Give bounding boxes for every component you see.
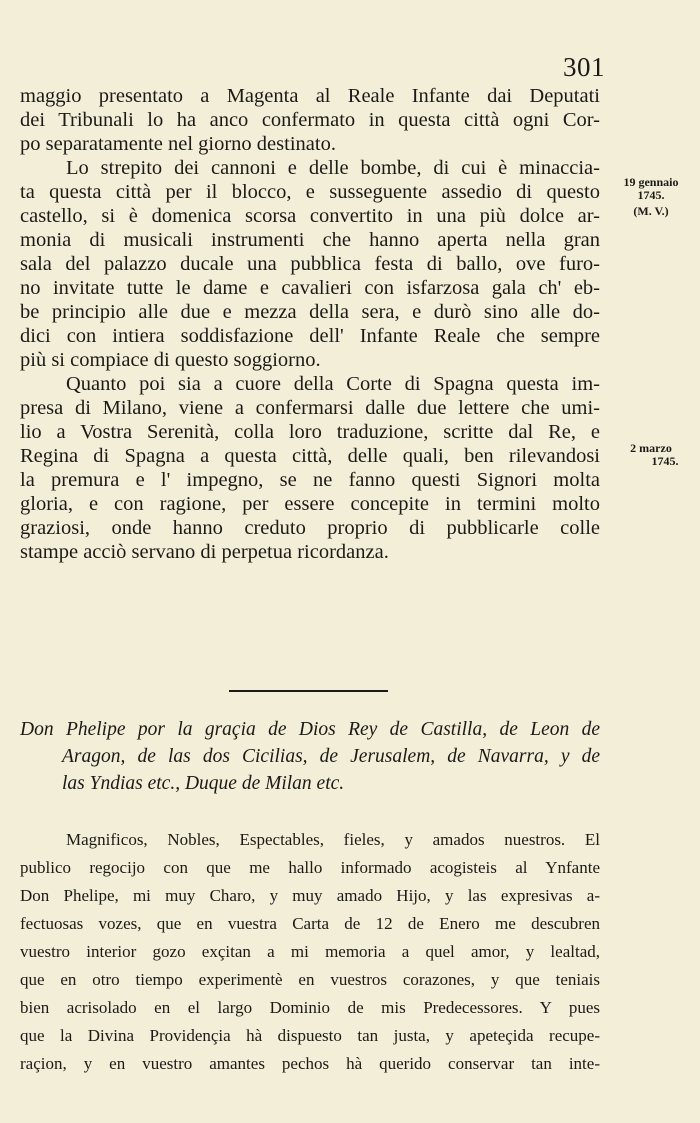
margin-note-line: 2 marzo [630, 441, 672, 455]
section-divider [229, 690, 388, 692]
text-line: no invitate tutte le dame e cavalieri con isfarzosa gala ch' eb- [20, 277, 600, 299]
page-number: 301 [563, 52, 605, 82]
text-line: gloria, e con ragione, per essere concepite in termini molto [20, 493, 600, 515]
text-line: ta questa città per il blocco, e susseguente assedio di questo [20, 181, 600, 203]
text-line: Quanto poi sia a cuore della Corte di Spagna questa im- [66, 373, 600, 395]
text-line: be principio alle due e mezza della sera, e durò sino alle do- [20, 301, 600, 323]
letter-line: fectuosas vozes, que en vuestra Carta de 12 de Enero me descubren [20, 914, 600, 933]
text-line: sala del palazzo ducale una pubblica festa di ballo, ove furo- [20, 253, 600, 275]
text-line: stampe acciò servano di perpetua ricordanza. [20, 541, 389, 563]
text-line: più si compiace di questo soggiorno. [20, 349, 321, 371]
margin-note-line: 1745. [637, 188, 665, 202]
letter-line: vuestro interior gozo exçitan a mi memoria a quel amor, y lealtad, [20, 942, 600, 961]
letter-line: publico regocijo con que me hallo informado acogisteis al Ynfante [20, 858, 600, 877]
text-line: castello, si è domenica scorsa convertito in una più dolce ar- [20, 205, 600, 227]
text-line: lio a Vostra Serenità, colla loro traduzione, scritte dal Re, e [20, 421, 600, 443]
margin-note-line: 19 gennaio [623, 175, 679, 189]
letter-line: raçion, y en vuestro amantes pechos hà querido conservar tan inte- [20, 1054, 600, 1073]
heading-line: Don Phelipe por la graçia de Dios Rey de Castilla, de Leon de [20, 719, 600, 740]
text-line: graziosi, onde hanno creduto proprio di pubblicarle colle [20, 517, 600, 539]
letter-line: que la Divina Providençia hà dispuesto tan justa, y apeteçida recupe- [20, 1026, 600, 1045]
text-line: la premura e l' impegno, se ne fanno questi Signori molta [20, 469, 600, 491]
text-line: dici con intiera soddisfazione dell' Infante Reale che sempre [20, 325, 600, 347]
text-line: Regina di Spagna a questa città, delle quali, ben rilevandosi [20, 445, 600, 467]
text-line: maggio presentato a Magenta al Reale Infante dai Deputati [20, 85, 600, 107]
text-line: po separatamente nel giorno destinato. [20, 133, 336, 155]
margin-note-date [608, 442, 694, 468]
letter-line: bien acrisolado en el largo Dominio de mis Predecessores. Y pues [20, 998, 600, 1017]
margin-note-line: (M. V.) [633, 204, 669, 218]
letter-line: Magnificos, Nobles, Espectables, fieles, y amados nuestros. El [66, 830, 600, 849]
text-line: dei Tribunali lo ha anco confermato in questa città ogni Cor- [20, 109, 600, 131]
letter-line: que en otro tiempo experimentè en vuestros corazones, y que teniais [20, 970, 600, 989]
margin-note-line: 1745. [651, 454, 679, 468]
heading-line: Aragon, de las dos Cicilias, de Jerusalem, de Navarra, y de [62, 746, 600, 767]
text-line: monia di musicali instrumenti che hanno aperta nella gran [20, 229, 600, 251]
text-line: presa di Milano, viene a confermarsi dalle due lettere che umi- [20, 397, 600, 419]
letter-heading [20, 716, 600, 797]
heading-line: las Yndias etc., Duque de Milan etc. [62, 773, 345, 794]
letter-line: Don Phelipe, mi muy Charo, y muy amado Hijo, y las expresivas a- [20, 886, 600, 905]
margin-note-date [608, 176, 694, 218]
text-line: Lo strepito dei cannoni e delle bombe, di cui è minaccia- [66, 157, 600, 179]
